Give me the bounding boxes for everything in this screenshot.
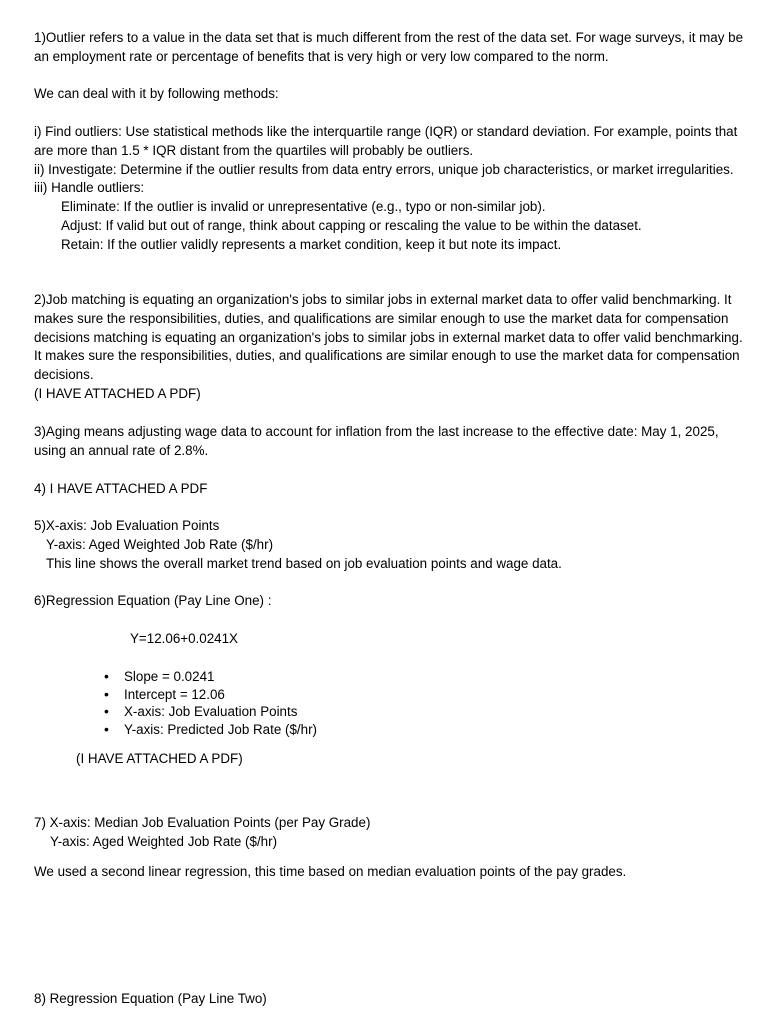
methods-heading-text: We can deal with it by following methods: [34,86,279,101]
question-7-description [34,863,750,882]
y-axis-text: Y-axis: Aged Weighted Job Rate ($/hr) [50,833,278,849]
retain-text: Retain: If the outlier validly represents a market condition, keep it but note its impact. [61,236,562,252]
list-item: • Intercept = 12.06 [104,686,317,704]
x-axis-text: 5)X-axis: Job Evaluation Points [34,518,220,533]
outlier-methods [34,123,750,255]
attachment-note: 4) I HAVE ATTACHED A PDF [34,481,208,496]
question-6-heading [34,592,750,611]
outlier-definition: 1)Outlier refers to a value in the data set that is much different from the rest of the data set. For wage surveys, it may be an employment rate or percentage of benefits that is very high or very low compared to the norm. [34,30,744,64]
list-item: • Slope = 0.0241 [104,668,317,686]
eliminate-text: Eliminate: If the outlier is invalid or unrepresentative (e.g., typo or non-similar job). [61,199,546,215]
regression-equation: Y=12.06+0.0241X [130,631,238,646]
x-axis-text: 7) X-axis: Median Job Evaluation Points (per Pay Grade) [34,815,371,830]
question-3 [34,423,750,461]
attachment-note: (I HAVE ATTACHED A PDF) [76,751,243,766]
question-2 [34,291,750,404]
aging-text: 3)Aging means adjusting wage data to account for inflation from the last increase to the effective date: May 1, 2025, using an annual rate of 2.8%. [34,424,719,458]
question-1-intro [34,29,750,67]
question-4 [34,480,750,499]
methods-heading [34,85,750,104]
market-trend-text: This line shows the overall market trend based on job evaluation points and wage data. [46,555,562,571]
find-outliers-text: i) Find outliers: Use statistical methods like the interquartile range (IQR) or standard deviation. For example, points that are more than 1.5 * IQR distant from the quartiles will probably be outliers. [34,124,738,158]
adjust-text: Adjust: If valid but out of range, think about capping or rescaling the value to be within the dataset. [61,217,642,233]
attachment-note: (I HAVE ATTACHED A PDF) [34,385,201,401]
regression-heading: 6)Regression Equation (Pay Line One) : [34,593,272,608]
question-5 [34,517,750,573]
second-regression-text: We used a second linear regression, this time based on median evaluation points of the pay grades. [34,864,627,879]
question-7 [34,814,750,852]
question-8 [34,990,750,1009]
list-item: • Y-axis: Predicted Job Rate ($/hr) [104,721,317,739]
handle-outliers-text: iii) Handle outliers: [34,180,145,196]
regression-heading: 8) Regression Equation (Pay Line Two) [34,991,267,1006]
job-matching-text: 2)Job matching is equating an organization's jobs to similar jobs in external market data to offer valid benchmarking. It makes sure the responsibilities, duties, and qualifications are similar enough to use the market data for compensation decisions matching is equating an organization's jobs to similar jobs in external market data to offer valid benchmarking. It makes sure the responsibilities, duties, and qualifications are similar enough to use the market data for compensation decisions. [34,292,743,383]
regression-bullet-list [104,668,317,738]
investigate-text: ii) Investigate: Determine if the outlier results from data entry errors, unique job characteristics, or market irregularities. [34,161,734,177]
list-item: • X-axis: Job Evaluation Points [104,703,317,721]
y-axis-text: Y-axis: Aged Weighted Job Rate ($/hr) [46,536,274,552]
